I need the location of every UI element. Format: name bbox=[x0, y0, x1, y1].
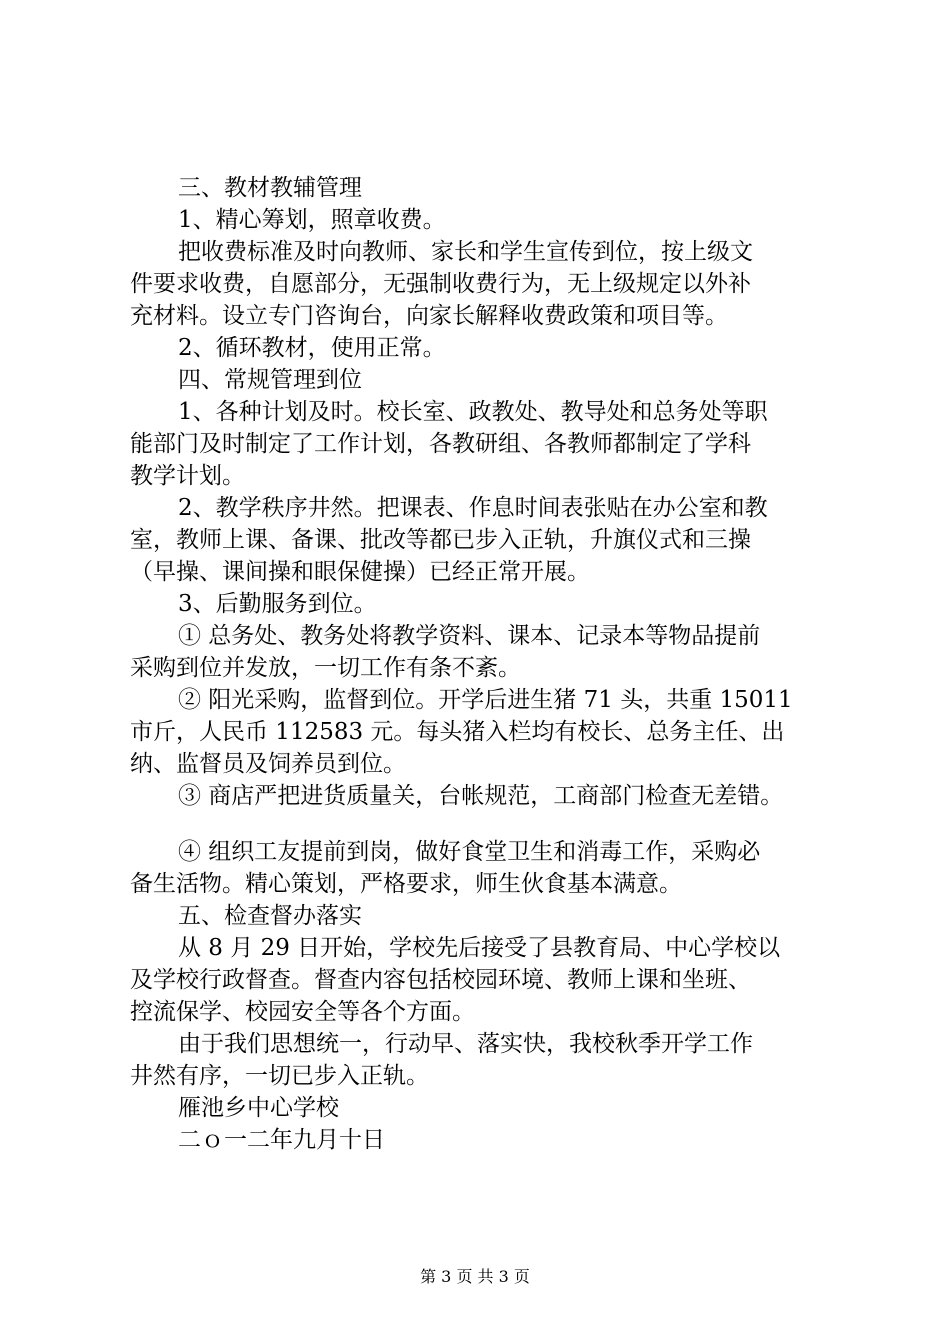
paragraph-line: 把收费标准及时向教师、家长和学生宣传到位，按上级文 bbox=[178, 239, 753, 265]
paragraph-line: 采购到位并发放，一切工作有条不紊。 bbox=[130, 655, 521, 681]
paragraph-line: ③ 商店严把进货质量关，台帐规范，工商部门检查无差错。 bbox=[178, 783, 784, 809]
paragraph-line: 市斤，人民币 112583 元。每头猪入栏均有校长、总务主任、出 bbox=[130, 719, 785, 745]
paragraph-line: 2、教学秩序井然。把课表、作息时间表张贴在办公室和教 bbox=[178, 495, 768, 521]
paragraph-line: 纳、监督员及饲养员到位。 bbox=[130, 751, 406, 777]
section-heading: 三、教材教辅管理 bbox=[178, 175, 362, 201]
paragraph-line: 教学计划。 bbox=[130, 463, 245, 489]
signature-date: 二ｏ一二年九月十日 bbox=[178, 1127, 385, 1153]
section-heading: 五、检查督办落实 bbox=[178, 903, 362, 929]
paragraph-line: 2、循环教材，使用正常。 bbox=[178, 335, 446, 361]
paragraph-line: 3、后勤服务到位。 bbox=[178, 591, 377, 617]
page-indicator: 第 3 页 共 3 页 bbox=[420, 1267, 530, 1286]
paragraph-line: 能部门及时制定了工作计划，各教研组、各教师都制定了学科 bbox=[130, 431, 751, 457]
paragraph-line: 充材料。设立专门咨询台，向家长解释收费政策和项目等。 bbox=[130, 303, 728, 329]
paragraph-line: ① 总务处、教务处将教学资料、课本、记录本等物品提前 bbox=[178, 623, 761, 649]
paragraph-line: 室，教师上课、备课、批改等都已步入正轨，升旗仪式和三操 bbox=[130, 527, 751, 553]
paragraph-line: 1、精心筹划，照章收费。 bbox=[178, 207, 446, 233]
paragraph-line: 由于我们思想统一，行动早、落实快，我校秋季开学工作 bbox=[178, 1031, 753, 1057]
paragraph-line: 从 8 月 29 日开始，学校先后接受了县教育局、中心学校以 bbox=[178, 935, 781, 961]
paragraph-line: （早操、课间操和眼保健操）已经正常开展。 bbox=[130, 559, 590, 585]
paragraph-line: 1、各种计划及时。校长室、政教处、教导处和总务处等职 bbox=[178, 399, 768, 425]
paragraph-line: ② 阳光采购，监督到位。开学后进生猪 71 头，共重 15011 bbox=[178, 687, 793, 713]
paragraph-line: 控流保学、校园安全等各个方面。 bbox=[130, 999, 475, 1025]
paragraph-line: 备生活物。精心策划，严格要求，师生伙食基本满意。 bbox=[130, 871, 682, 897]
paragraph-line: 及学校行政督查。督查内容包括校园环境、教师上课和坐班、 bbox=[130, 967, 751, 993]
signature-organization: 雁池乡中心学校 bbox=[178, 1095, 339, 1121]
section-heading: 四、常规管理到位 bbox=[178, 367, 362, 393]
paragraph-line: ④ 组织工友提前到岗，做好食堂卫生和消毒工作，采购必 bbox=[178, 839, 761, 865]
paragraph-line: 件要求收费，自愿部分，无强制收费行为，无上级规定以外补 bbox=[130, 271, 751, 297]
paragraph-line: 井然有序，一切已步入正轨。 bbox=[130, 1063, 429, 1089]
